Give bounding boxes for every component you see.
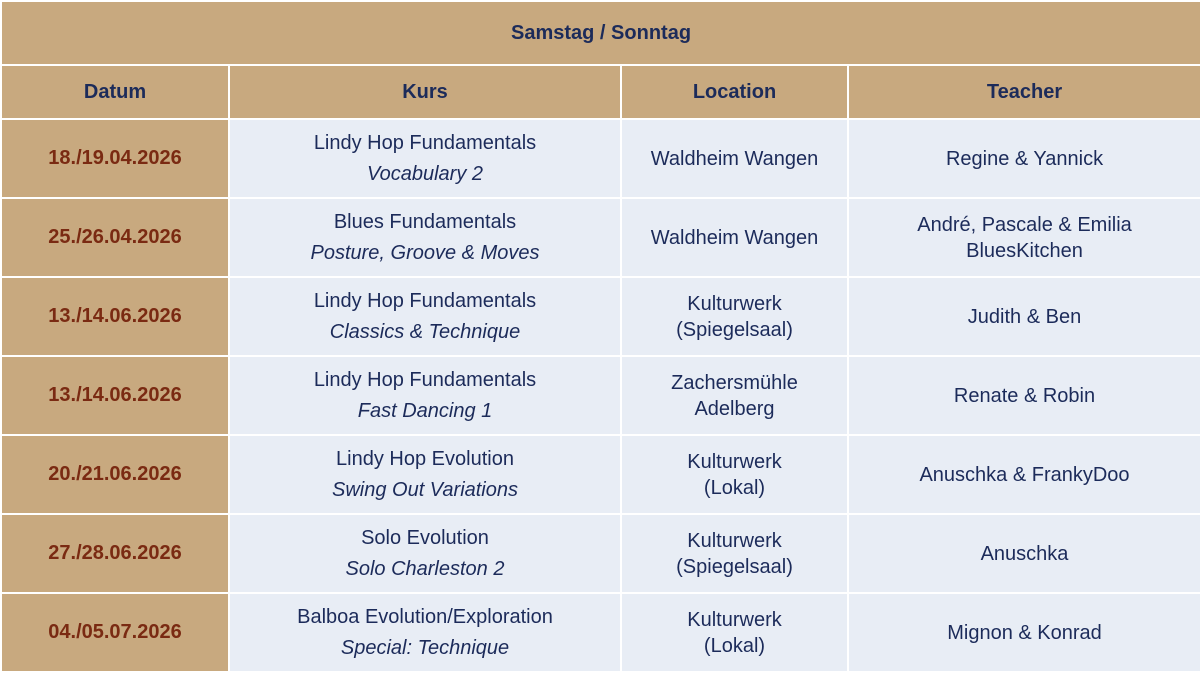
location-line: Waldheim Wangen [650, 226, 819, 249]
teacher-line: Regine & Yannick [945, 147, 1104, 170]
header-location: Location [621, 65, 848, 119]
table-row [1, 356, 1200, 435]
teacher-line: Anuschka [980, 542, 1069, 565]
location-cell [621, 119, 848, 198]
course-cell [229, 198, 621, 277]
table-row [1, 277, 1200, 356]
location-line: (Lokal) [703, 634, 766, 657]
teacher-cell [848, 514, 1200, 593]
course-cell [229, 514, 621, 593]
course-cell [229, 593, 621, 672]
course-name: Lindy Hop Fundamentals [313, 369, 537, 391]
course-name: Balboa Evolution/Exploration [297, 606, 553, 628]
location-cell [621, 356, 848, 435]
location-cell [621, 198, 848, 277]
teacher-line: Anuschka & FrankyDoo [919, 463, 1130, 486]
date-cell: 27./28.06.2026 [1, 514, 229, 593]
teacher-cell [848, 277, 1200, 356]
table-title: Samstag / Sonntag [1, 1, 1200, 65]
teacher-line: Renate & Robin [953, 384, 1096, 407]
course-name: Lindy Hop Fundamentals [313, 132, 537, 154]
table-row [1, 198, 1200, 277]
title-row [1, 1, 1200, 65]
course-topic: Special: Technique [340, 637, 510, 659]
teacher-line: Mignon & Konrad [947, 621, 1102, 644]
teacher-cell [848, 198, 1200, 277]
location-line: Kulturwerk [687, 292, 782, 315]
date-cell: 25./26.04.2026 [1, 198, 229, 277]
header-row [1, 65, 1200, 119]
teacher-line: André, Pascale & Emilia [917, 213, 1132, 236]
teacher-line: Judith & Ben [967, 305, 1082, 328]
location-line: Kulturwerk [687, 529, 782, 552]
teacher-cell [848, 356, 1200, 435]
location-line: Kulturwerk [687, 450, 782, 473]
schedule-body [1, 119, 1200, 672]
course-topic: Swing Out Variations [331, 479, 518, 501]
table-row [1, 435, 1200, 514]
teacher-cell [848, 119, 1200, 198]
location-cell [621, 277, 848, 356]
location-line: Kulturwerk [687, 608, 782, 631]
course-topic: Classics & Technique [329, 321, 521, 343]
date-cell: 18./19.04.2026 [1, 119, 229, 198]
table-row [1, 593, 1200, 672]
header-teacher: Teacher [848, 65, 1200, 119]
date-cell: 13./14.06.2026 [1, 277, 229, 356]
location-cell [621, 514, 848, 593]
course-name: Lindy Hop Evolution [336, 448, 514, 470]
location-cell [621, 593, 848, 672]
course-topic: Vocabulary 2 [367, 163, 483, 185]
course-name: Lindy Hop Fundamentals [313, 290, 537, 312]
course-topic: Solo Charleston 2 [345, 558, 505, 580]
teacher-cell [848, 593, 1200, 672]
location-line: Zachersmühle [671, 371, 798, 394]
course-cell [229, 277, 621, 356]
header-kurs: Kurs [229, 65, 621, 119]
date-cell: 13./14.06.2026 [1, 356, 229, 435]
location-line: (Lokal) [703, 476, 766, 499]
date-cell: 20./21.06.2026 [1, 435, 229, 514]
date-cell: 04./05.07.2026 [1, 593, 229, 672]
teacher-line: BluesKitchen [966, 239, 1083, 262]
course-name: Solo Evolution [361, 527, 489, 549]
table-row [1, 119, 1200, 198]
course-cell [229, 356, 621, 435]
location-cell [621, 435, 848, 514]
course-topic: Posture, Groove & Moves [310, 242, 540, 264]
location-line: Waldheim Wangen [650, 147, 819, 170]
location-line: (Spiegelsaal) [676, 555, 793, 578]
course-cell [229, 435, 621, 514]
course-cell [229, 119, 621, 198]
course-topic: Fast Dancing 1 [357, 400, 493, 422]
header-datum: Datum [1, 65, 229, 119]
teacher-cell [848, 435, 1200, 514]
table-row [1, 514, 1200, 593]
location-line: (Spiegelsaal) [676, 318, 793, 341]
location-line: Adelberg [694, 397, 775, 420]
course-name: Blues Fundamentals [333, 211, 517, 233]
